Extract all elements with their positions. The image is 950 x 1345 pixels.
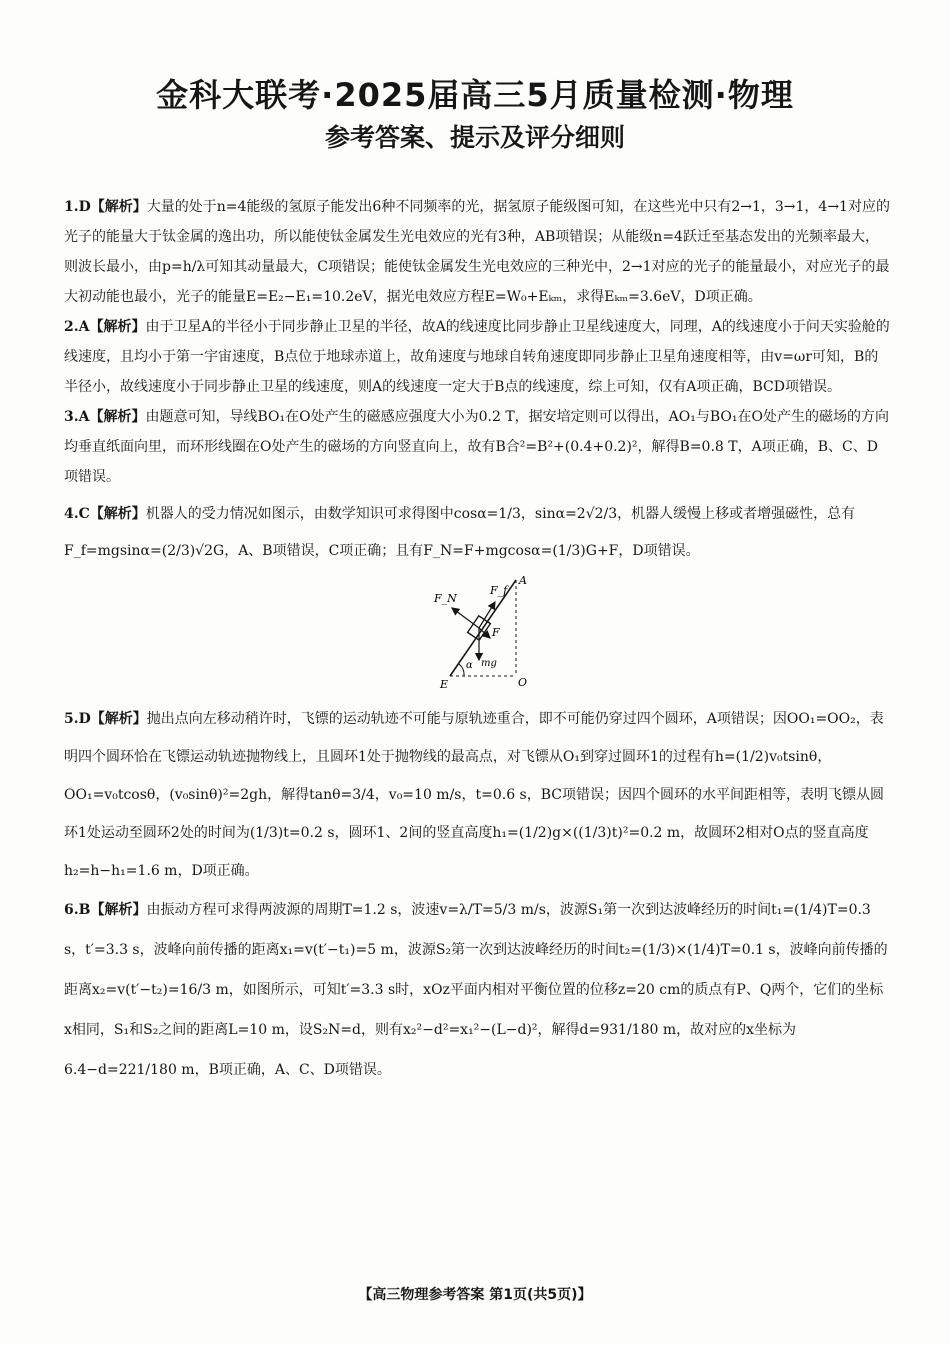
point-o-label: O bbox=[518, 676, 528, 689]
answer-item-1 bbox=[64, 192, 890, 312]
mg-label: mg bbox=[481, 658, 497, 669]
answer-item-5 bbox=[64, 700, 890, 890]
answer-number: 1.D bbox=[64, 199, 91, 215]
answer-text: 由振动方程可求得两波源的周期T=1.2 s，波速v=λ/T=5/3 m/s，波源S₁第一次到达波峰经历的时间t₁=(1/4)T=0.3 s，t′=3.3 s，波峰向前传播的距离x₁=v(t′−t₁)=5 m，波源S₂第一次到达波峰经历的时间t₂=(1/3)×(1/4)T=0.1 s，波峰向前传播的距离x₂=v(t′−t₂)=16/3 m，如图所示，可知t′=3.3 s时，xOz平面内相对平衡位置的位移z=20 cm的质点有P、Q两个，它们的坐标x相同，S₁和S₂之间的距离L=10 m，设S₂N=d，则有x₂²−d²=x₁²−(L−d)²，解得d=931/180 m，故对应的x坐标为6.4−d=221/180 m，B项正确，A、C、D项错误。 bbox=[64, 902, 888, 1078]
answer-content bbox=[64, 192, 890, 1090]
alpha-label: α bbox=[466, 660, 473, 671]
answer-item-2 bbox=[64, 312, 890, 402]
point-e-label: E bbox=[440, 678, 449, 690]
answer-number: 5.D bbox=[64, 711, 91, 727]
force-diagram bbox=[64, 572, 890, 692]
point-a-label: A bbox=[519, 574, 527, 587]
page-subtitle: 参考答案、提示及评分细则 bbox=[324, 123, 625, 152]
answer-item-6 bbox=[64, 890, 890, 1090]
analysis-tag: 【解析】 bbox=[89, 506, 146, 522]
angle-arc bbox=[459, 664, 464, 676]
answer-number: 2.A bbox=[64, 319, 90, 335]
answer-text: 抛出点向左移动稍许时，飞镖的运动轨迹不可能与原轨迹重合，即不可能仍穿过四个圆环，A项错误；因OO₁=OO₂，表明四个圆环恰在飞镖运动轨迹抛物线上，且圆环1处于抛物线的最高点，对飞镖从O₁到穿过圆环1的过程有h=(1/2)v₀tsinθ，OO₁=v₀tcosθ，(v₀sinθ)²=2gh，解得tanθ=3/4，v₀=10 m/s，t=0.6 s，BC项错误；因四个圆环的水平间距相等，表明飞镖从圆环1处运动至圆环2处的时间为(1/3)t=0.2 s，圆环1、2间的竖直高度h₁=(1/2)g×((1/3)t)²=0.2 m，故圆环2相对O点的竖直高度h₂=h−h₁=1.6 m，D项正确。 bbox=[64, 711, 884, 879]
answer-text: 大量的处于n=4能级的氢原子能发出6种不同频率的光，据氢原子能级图可知，在这些光中只有2→1，3→1，4→1对应的光子的能量大于钛金属的逸出功，所以能使钛金属发生光电效应的光有3种，AB项错误；从能级n=4跃迁至基态发出的光频率最大，则波长最小，由p=h/λ可知其动量最大，C项错误；能使钛金属发生光电效应的三种光中，2→1对应的光子的能量最小，对应光子的最大初动能也最小，光子的能量E=E₂−E₁=10.2eV，据光电效应方程E=W₀+Eₖₘ，求得Eₖₘ=3.6eV，D项正确。 bbox=[64, 199, 890, 305]
answer-item-3 bbox=[64, 402, 890, 492]
force-diagram-svg bbox=[420, 572, 580, 690]
answer-item-4 bbox=[64, 496, 890, 570]
answer-number: 6.B bbox=[64, 902, 91, 918]
answer-number: 4.C bbox=[64, 506, 90, 522]
answer-text: 由于卫星A的半径小于同步静止卫星的半径，故A的线速度比同步静止卫星线速度大，同理，A的线速度小于问天实验舱的线速度，且均小于第一宇宙速度，B点位于地球赤道上，故角速度与地球自转角速度即同步静止卫星角速度相等，由v=ωr可知，B的半径小，故线速度小于同步静止卫星的线速度，则A的线速度一定大于B点的线速度，综上可知，仅有A项正确，BCD项错误。 bbox=[64, 319, 890, 395]
answer-text: 由题意可知，导线BO₁在O处产生的磁感应强度大小为0.2 T，据安培定则可以得出，AO₁与BO₁在O处产生的磁场的方向均垂直纸面向里，而环形线圈在O处产生的磁场的方向竖直向上，故有B合²=B²+(0.4+0.2)²，解得B=0.8 T，A项正确，B、C、D项错误。 bbox=[64, 409, 889, 485]
ff-label: F_f bbox=[490, 584, 508, 597]
analysis-tag: 【解析】 bbox=[90, 711, 147, 727]
answer-number: 3.A bbox=[64, 409, 90, 425]
analysis-tag: 【解析】 bbox=[90, 902, 147, 918]
page-footer: 【高三物理参考答案 第1页(共5页)】 bbox=[358, 1287, 592, 1303]
page-title: 金科大联考·2025届高三5月质量检测·物理 bbox=[156, 76, 794, 114]
analysis-tag: 【解析】 bbox=[89, 409, 146, 425]
f-label: F bbox=[492, 626, 500, 639]
fn-label: F_N bbox=[434, 592, 457, 605]
analysis-tag: 【解析】 bbox=[89, 319, 146, 335]
analysis-tag: 【解析】 bbox=[90, 199, 147, 215]
answer-text: 机器人的受力情况如图示，由数学知识可求得图中cosα=1/3，sinα=2√2/3，机器人缓慢上移或者增强磁性，总有F_f=mgsinα=(2/3)√2G，A、B项错误，C项正确；且有F_N=F+mgcosα=(1/3)G+F，D项错误。 bbox=[64, 506, 856, 559]
magnetic-force-arrow bbox=[479, 628, 490, 638]
normal-force-arrow bbox=[452, 608, 479, 628]
